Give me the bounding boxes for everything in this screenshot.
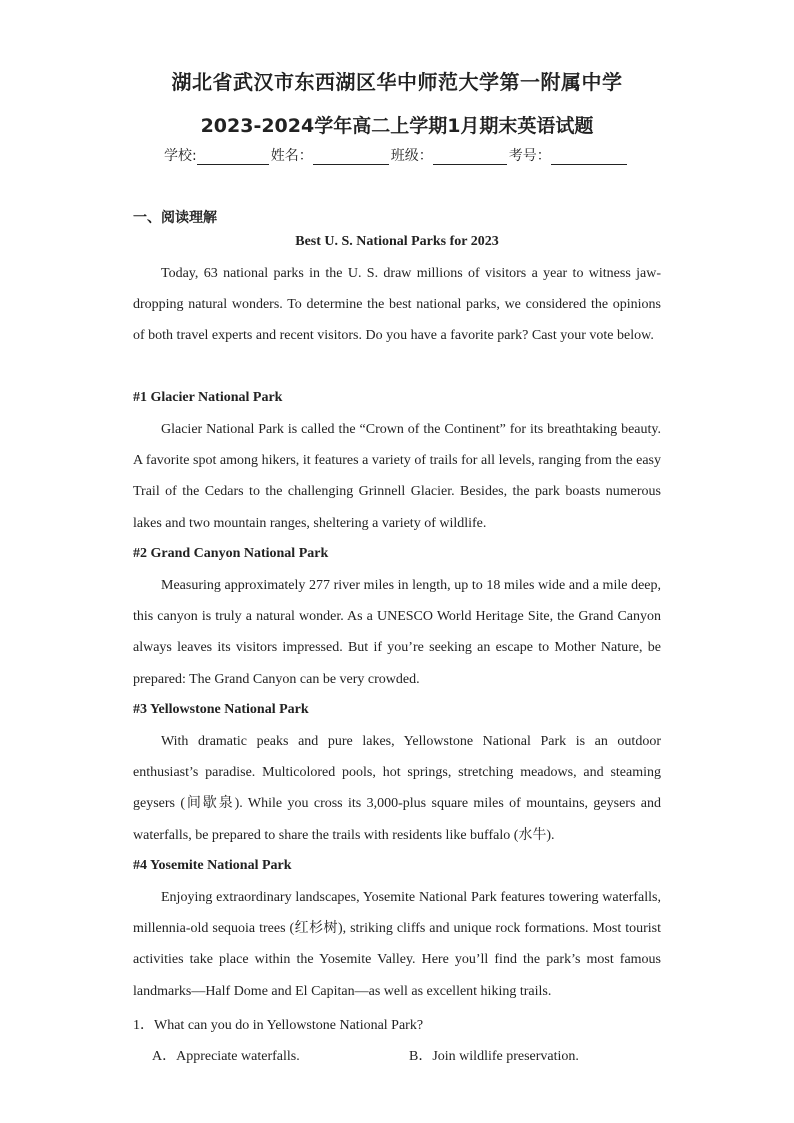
passage-title: Best U. S. National Parks for 2023 xyxy=(295,234,499,249)
exam-title-line2: 2023-2024学年高二上学期1月期末英语试题 xyxy=(200,115,594,137)
exam-number-label: 考号： xyxy=(508,148,551,164)
question-1-option-b[interactable]: B．Join wildlife preservation. xyxy=(409,1049,579,1064)
park-text-grand-canyon: Measuring approximately 277 river miles in length, up to 18 miles wide and a mile deep, this canyon is truly a natural wonder. As a UNESCO World Heritage Site, the Grand Canyon always leaves its visitors impressed. But if you’re seeking an escape to Mother Nature, be prepared: The Grand Canyon can be very crowded. xyxy=(133,578,661,687)
question-1-stem: 1．What can you do in Yellowstone National Park? xyxy=(133,1018,424,1033)
name-label: 姓名： xyxy=(270,148,313,164)
section-title: 一、阅读理解 xyxy=(133,210,217,226)
passage-intro: Today, 63 national parks in the U. S. draw millions of visitors a year to witness jaw-dropping natural wonders. To determine the best national parks, we considered the opinions of both travel experts and recent visitors. Do you have a favorite park? Cast your vote below. xyxy=(133,266,661,344)
school-label: 学校: xyxy=(164,148,197,164)
park-heading-yellowstone: #3 Yellowstone National Park xyxy=(133,702,309,717)
name-field[interactable] xyxy=(313,150,389,165)
exam-title-line1: 湖北省武汉市东西湖区华中师范大学第一附属中学 xyxy=(171,70,623,94)
park-heading-yosemite: #4 Yosemite National Park xyxy=(133,858,292,873)
park-heading-grand-canyon: #2 Grand Canyon National Park xyxy=(133,546,329,561)
park-text-yosemite: Enjoying extraordinary landscapes, Yosemite National Park features towering waterfalls, millennia-old sequoia trees (红杉树), striking cliffs and unique rock formations. Most tourist activities take place within the Yosemite Valley. Here you’ll find the park’s most famous landmarks—Half Dome and El Capitan—as well as excellent hiking trails. xyxy=(133,890,661,999)
park-text-glacier: Glacier National Park is called the “Crown of the Continent” for its breathtaking beauty. A favorite spot among hikers, it features a variety of trails for all levels, ranging from the easy Trail of the Cedars to the challenging Grinnell Glacier. Besides, the park boasts numerous lakes and two mountain ranges, sheltering a variety of wildlife. xyxy=(133,422,661,531)
question-1-option-a[interactable]: A．Appreciate waterfalls. xyxy=(152,1049,300,1064)
school-field[interactable] xyxy=(197,150,269,165)
class-label: 班级： xyxy=(390,148,433,164)
class-field[interactable] xyxy=(433,150,507,165)
student-info-line xyxy=(164,145,629,165)
park-text-yellowstone: With dramatic peaks and pure lakes, Yellowstone National Park is an outdoor enthusiast’s paradise. Multicolored pools, hot springs, stretching meadows, and steaming geysers (间歇泉). While you cross its 3,000-plus square miles of mountains, geysers and waterfalls, be prepared to share the trails with residents like buffalo (水牛). xyxy=(133,734,661,843)
park-heading-glacier: #1 Glacier National Park xyxy=(133,390,283,405)
exam-number-field[interactable] xyxy=(551,150,627,165)
